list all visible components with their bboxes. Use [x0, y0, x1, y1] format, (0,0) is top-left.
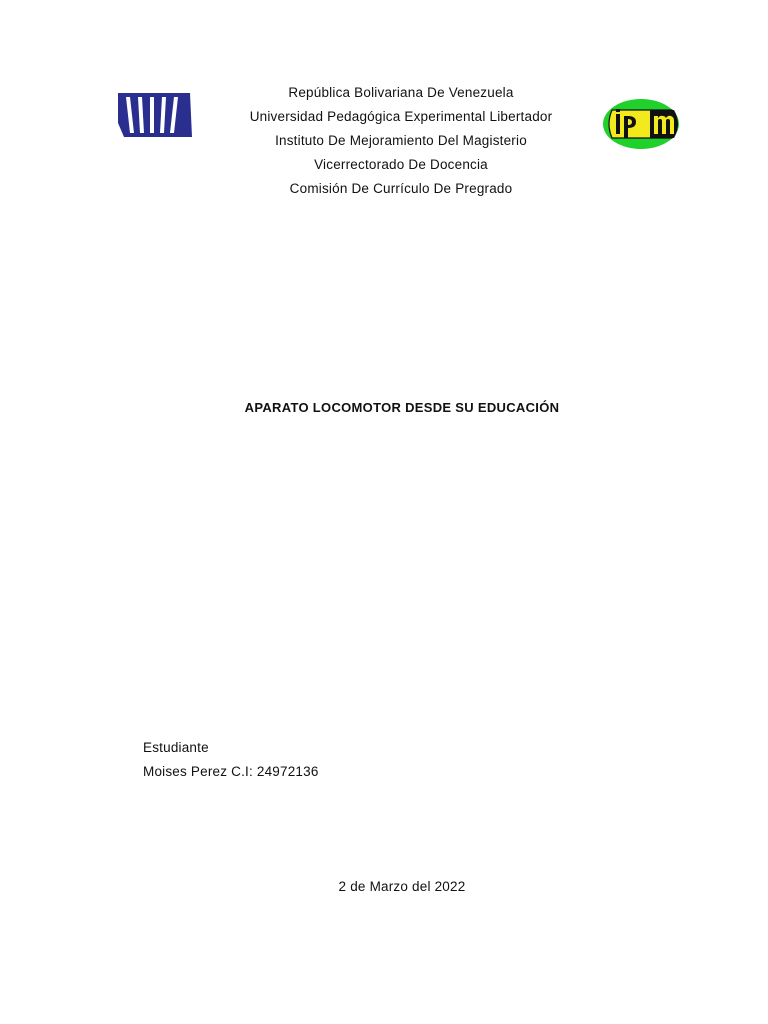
- upel-logo-icon: [116, 93, 192, 137]
- student-name-id: Moises Perez C.I: 24972136: [143, 764, 319, 779]
- header-line-institute: Instituto De Mejoramiento Del Magisterio: [275, 133, 527, 148]
- document-date: 2 de Marzo del 2022: [338, 879, 466, 894]
- header-line-university: Universidad Pedagógica Experimental Libertador: [249, 109, 553, 124]
- student-info: [143, 739, 319, 787]
- header-line-country: República Bolivariana De Venezuela: [288, 85, 514, 100]
- header-line-vicerrectorado: Vicerrectorado De Docencia: [314, 157, 488, 172]
- institution-header: [200, 84, 602, 204]
- header-line-commission: Comisión De Currículo De Pregrado: [289, 181, 513, 196]
- ipm-logo-icon: [602, 98, 682, 150]
- student-label: Estudiante: [143, 740, 209, 755]
- document-title: APARATO LOCOMOTOR DESDE SU EDUCACIÓN: [244, 400, 560, 415]
